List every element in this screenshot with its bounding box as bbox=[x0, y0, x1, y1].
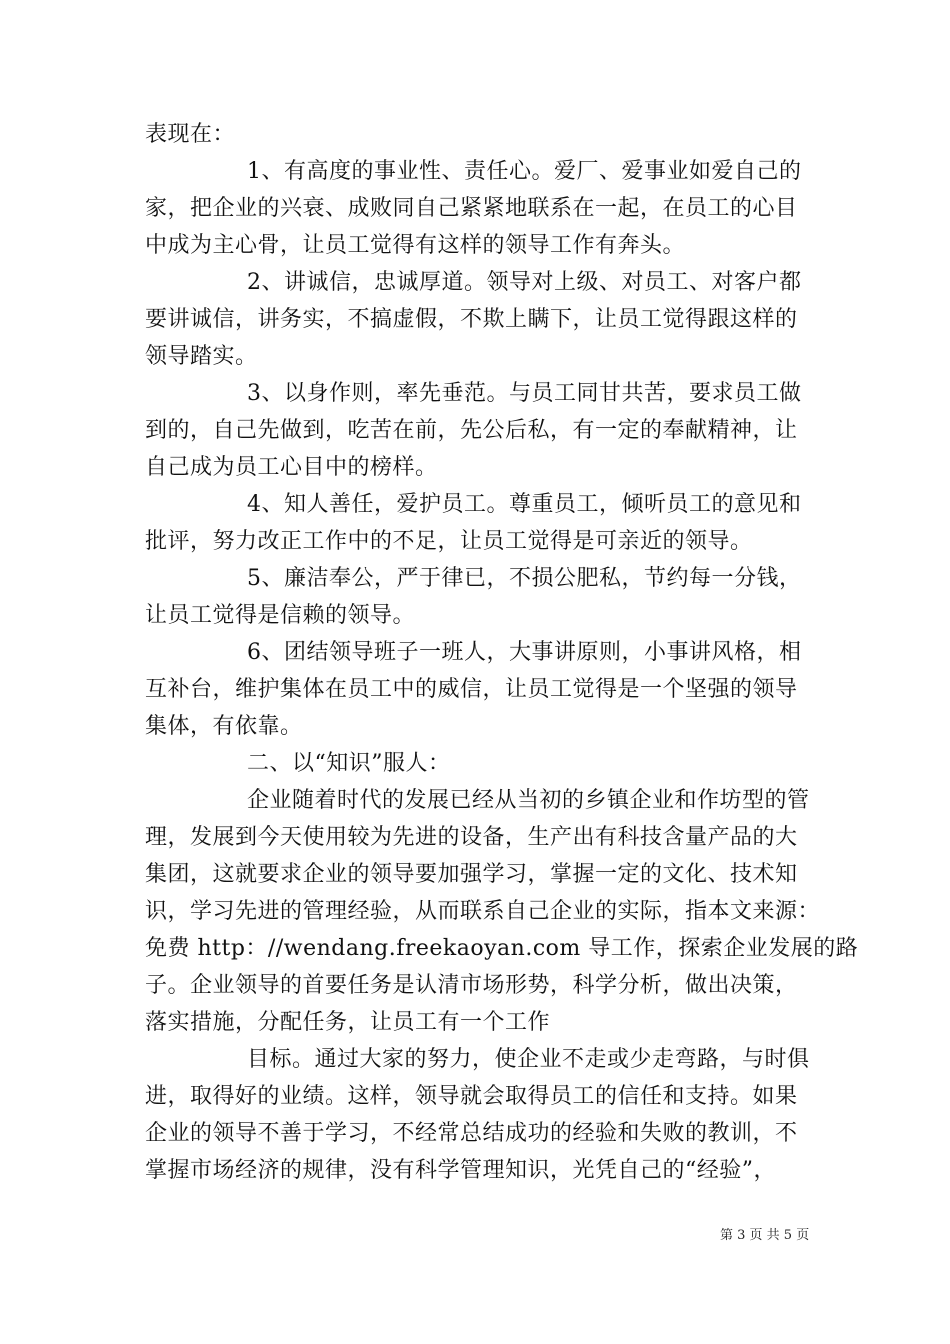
text-line: 互补台，维护集体在员工中的威信，让员工觉得是一个坚强的领导 bbox=[145, 677, 798, 702]
text-line: 免费 http：//wendang.freekaoyan.com 导工作，探索企业发展的路 bbox=[145, 936, 859, 961]
text-line: 要讲诚信，讲务实，不搞虚假，不欺上瞒下，让员工觉得跟这样的 bbox=[145, 307, 798, 332]
text-line: 识，学习先进的管理经验，从而联系自己企业的实际，指本文来源： bbox=[145, 899, 821, 924]
text-line: 1、有高度的事业性、责任心。爱厂、爱事业如爱自己的 bbox=[247, 159, 802, 184]
text-line: 3、以身作则，率先垂范。与员工同甘共苦，要求员工做 bbox=[247, 381, 802, 406]
text-line: 中成为主心骨，让员工觉得有这样的领导工作有奔头。 bbox=[145, 233, 686, 258]
text-line: 家，把企业的兴衰、成败同自己紧紧地联系在一起，在员工的心目 bbox=[145, 196, 798, 221]
text-line: 理，发展到今天使用较为先进的设备，生产出有科技含量产品的大 bbox=[145, 825, 798, 850]
text-line: 目标。通过大家的努力，使企业不走或少走弯路，与时俱 bbox=[247, 1047, 810, 1072]
text-line: 企业的领导不善于学习，不经常总结成功的经验和失败的教训，不 bbox=[145, 1121, 798, 1146]
text-line: 进，取得好的业绩。这样，领导就会取得员工的信任和支持。如果 bbox=[145, 1084, 798, 1109]
text-line: 到的，自己先做到，吃苦在前，先公后私，有一定的奉献精神，让 bbox=[145, 418, 798, 443]
text-line: 落实措施，分配任务，让员工有一个工作 bbox=[145, 1010, 551, 1035]
text-line: 掌握市场经济的规律，没有科学管理知识，光凭自己的“经验”， bbox=[145, 1158, 776, 1183]
text-line: 2、讲诚信，忠诚厚道。领导对上级、对员工、对客户都 bbox=[247, 270, 802, 295]
text-line: 让员工觉得是信赖的领导。 bbox=[145, 603, 416, 628]
text-line: 集体，有依靠。 bbox=[145, 714, 303, 739]
page-number-footer: 第 3 页 共 5 页 bbox=[720, 1228, 810, 1243]
body-text bbox=[145, 116, 859, 1189]
text-line: 子。企业领导的首要任务是认清市场形势，科学分析，做出决策， bbox=[145, 973, 798, 998]
text-line: 自己成为员工心目中的榜样。 bbox=[145, 455, 438, 480]
text-line: 集团，这就要求企业的领导要加强学习，掌握一定的文化、技术知 bbox=[145, 862, 798, 887]
text-line: 6、团结领导班子一班人，大事讲原则，小事讲风格，相 bbox=[247, 640, 802, 665]
text-line: 5、廉洁奉公，严于律已，不损公肥私，节约每一分钱， bbox=[247, 566, 802, 591]
text-line: 表现在： bbox=[145, 122, 236, 147]
text-line: 领导踏实。 bbox=[145, 344, 258, 369]
text-line: 企业随着时代的发展已经从当初的乡镇企业和作坊型的管 bbox=[247, 788, 810, 813]
text-line: 4、知人善任，爱护员工。尊重员工，倾听员工的意见和 bbox=[247, 492, 802, 517]
text-line: 批评，努力改正工作中的不足，让员工觉得是可亲近的领导。 bbox=[145, 529, 753, 554]
section-heading: 二、以“知识”服人： bbox=[247, 751, 451, 776]
